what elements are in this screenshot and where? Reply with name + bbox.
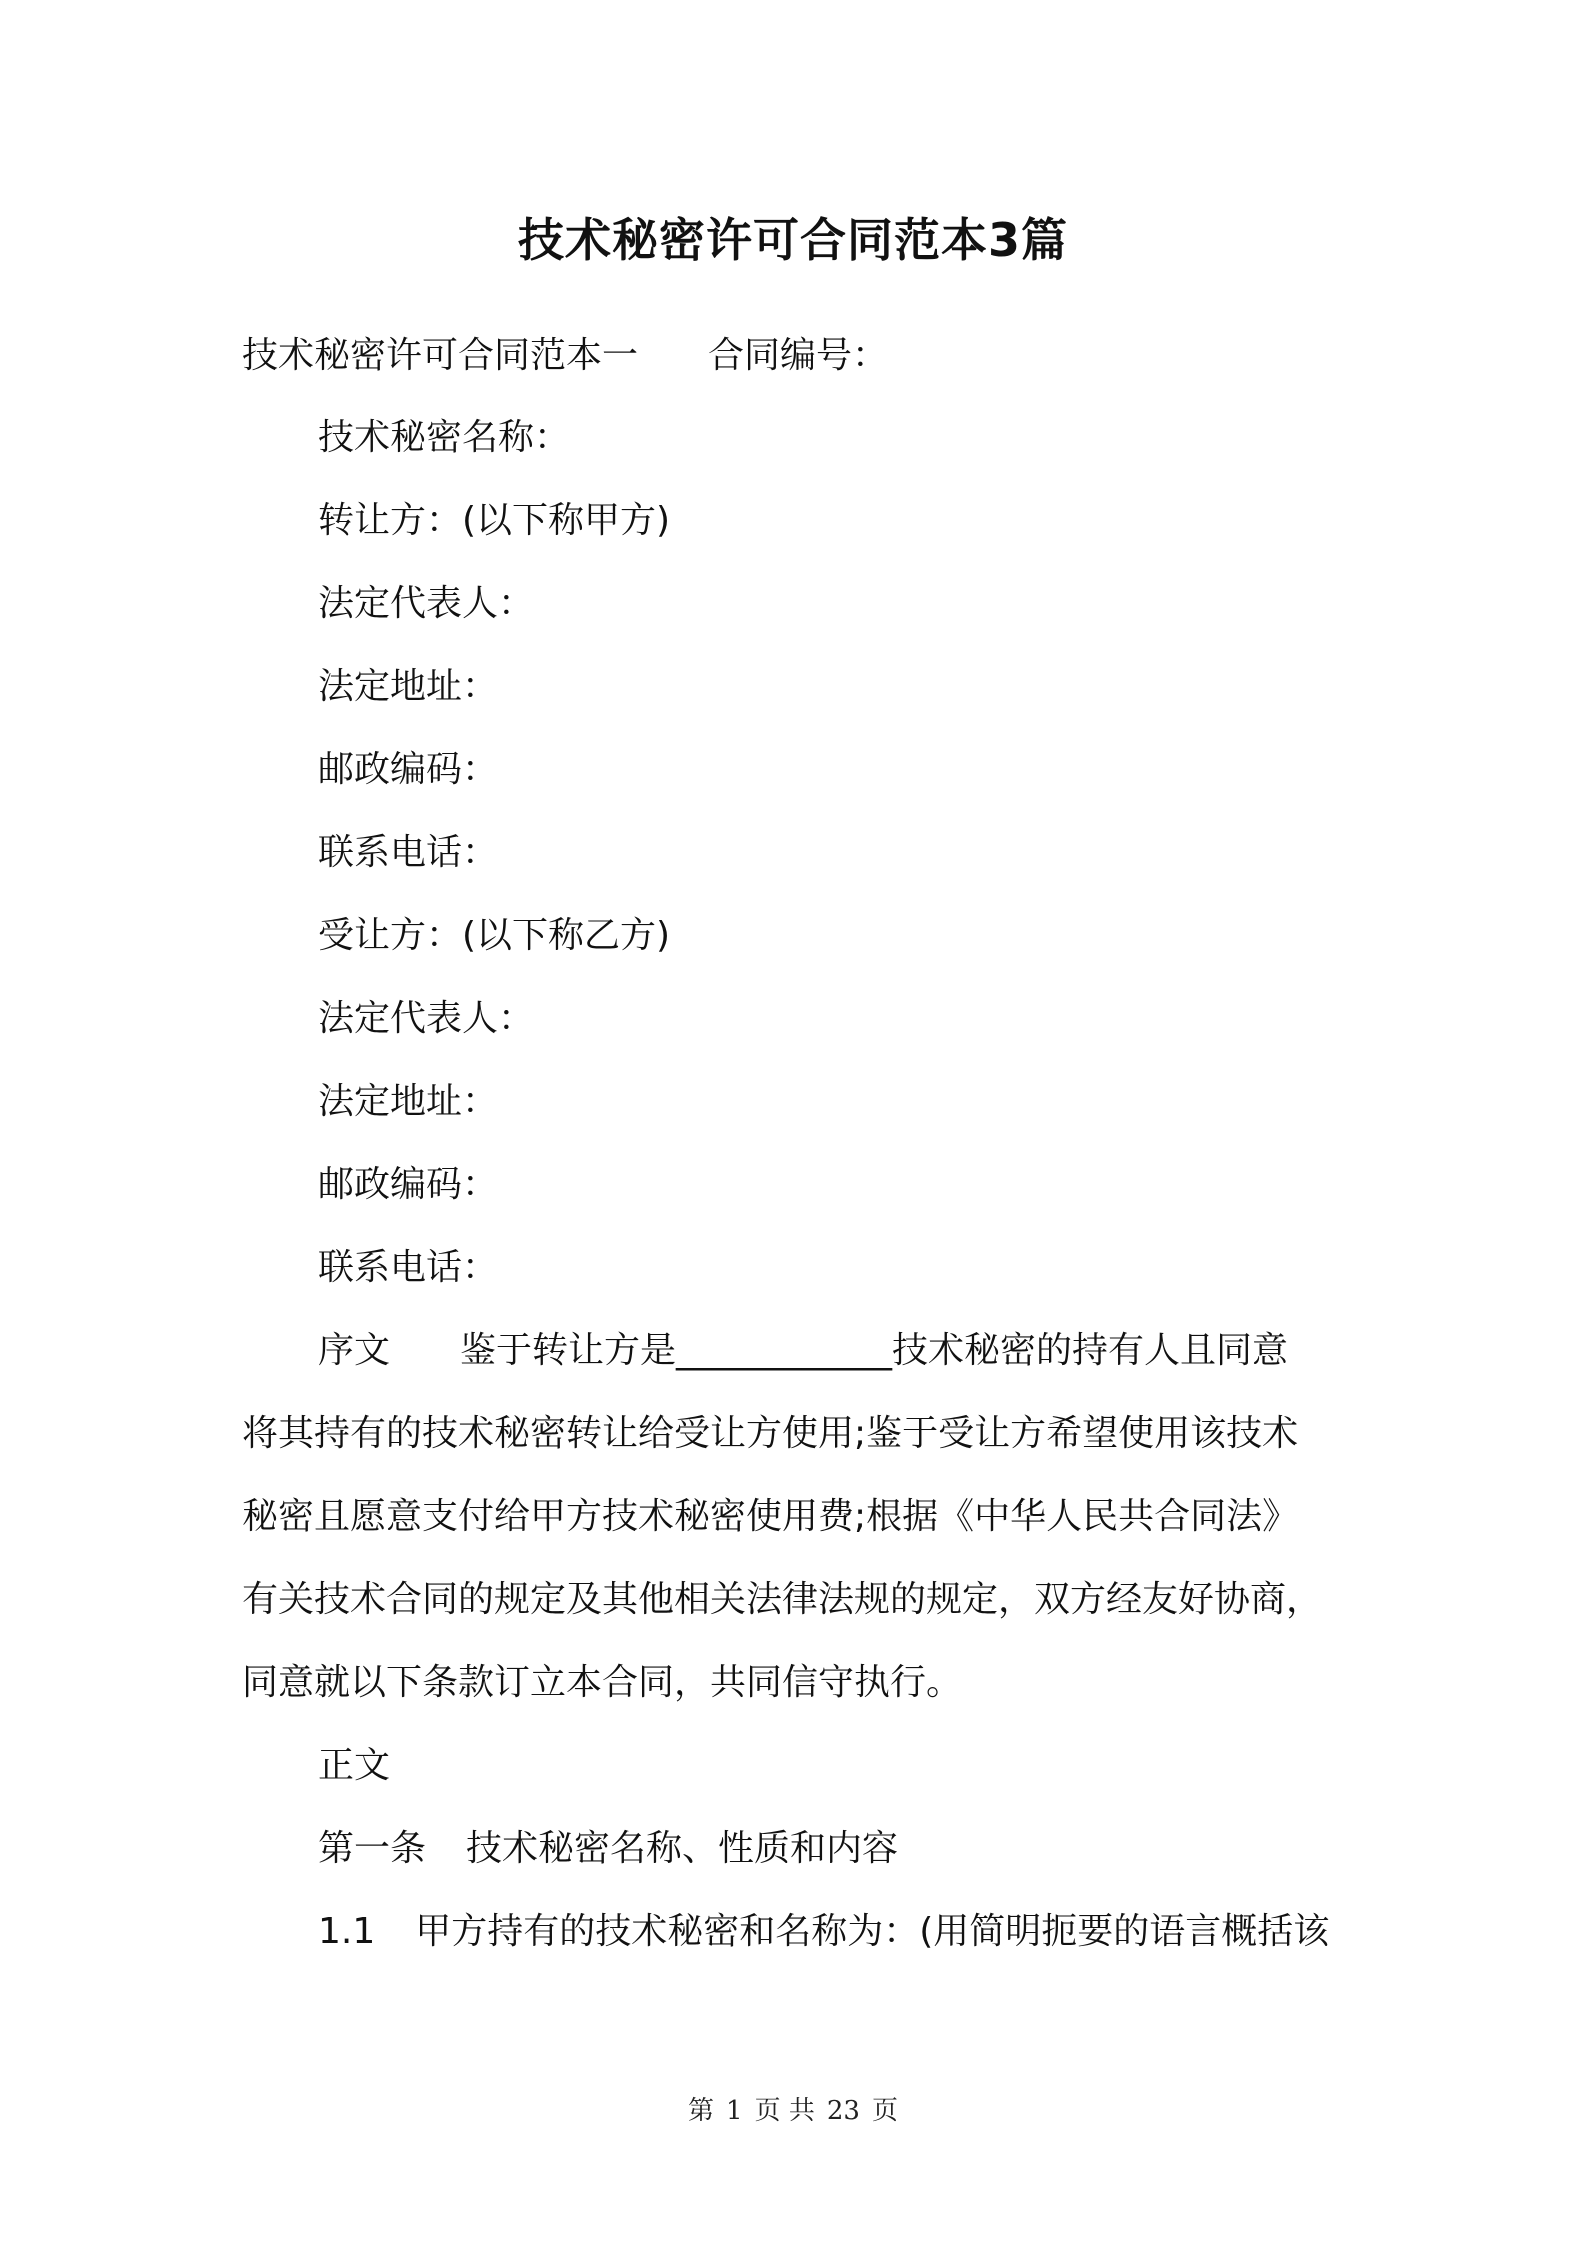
preamble-text-1: 鉴于转让方是____________技术秘密的持有人且同意 — [460, 1330, 1289, 1371]
field-transferee-zip: 邮政编码： — [318, 1164, 499, 1205]
article-1-number: 第一条 — [318, 1828, 427, 1869]
clause-1-1 — [318, 1908, 1329, 1956]
article-1-heading — [318, 1825, 898, 1873]
field-transferee-address: 法定地址： — [318, 1081, 499, 1122]
footer-suffix: 页 — [871, 2096, 898, 2126]
subtitle-line — [242, 332, 888, 380]
footer-middle: 页 共 — [754, 2096, 815, 2126]
preamble-text-3: 秘密且愿意支付给甲方技术秘密使用费;根据《中华人民共合同法》 — [242, 1496, 1299, 1537]
document-subtitle: 技术秘密许可合同范本一 — [242, 335, 639, 376]
field-transferee-phone: 联系电话： — [318, 1247, 499, 1288]
page-footer — [0, 2094, 1586, 2128]
field-transferee-rep: 法定代表人： — [318, 998, 535, 1039]
field-transferor-address: 法定地址： — [318, 666, 499, 707]
field-secret-name: 技术秘密名称： — [318, 417, 571, 458]
preamble-text-2: 将其持有的技术秘密转让给受让方使用;鉴于受让方希望使用该技术 — [242, 1413, 1299, 1454]
body-heading: 正文 — [318, 1745, 391, 1786]
clause-1-1-text: 甲方持有的技术秘密和名称为：(用简明扼要的语言概括该 — [415, 1911, 1330, 1952]
footer-current-page: 1 — [726, 2096, 743, 2126]
footer-total-pages: 23 — [826, 2096, 860, 2126]
preamble-heading: 序文 — [318, 1330, 391, 1371]
footer-prefix: 第 — [688, 2096, 715, 2126]
field-transferor-rep: 法定代表人： — [318, 583, 535, 624]
preamble-text-4: 有关技术合同的规定及其他相关法律法规的规定，双方经友好协商， — [242, 1579, 1323, 1620]
field-transferor-phone: 联系电话： — [318, 832, 499, 873]
document-title: 技术秘密许可合同范本3篇 — [517, 213, 1068, 267]
contract-number-label: 合同编号： — [708, 335, 889, 376]
clause-1-1-number: 1.1 — [318, 1911, 376, 1952]
preamble-first-line — [318, 1327, 1288, 1375]
field-transferor: 转让方：(以下称甲方) — [318, 500, 671, 541]
field-transferor-zip: 邮政编码： — [318, 749, 499, 790]
field-transferee: 受让方：(以下称乙方) — [318, 915, 671, 956]
article-1-title: 技术秘密名称、性质和内容 — [466, 1828, 899, 1869]
preamble-text-5: 同意就以下条款订立本合同，共同信守执行。 — [242, 1662, 963, 1703]
